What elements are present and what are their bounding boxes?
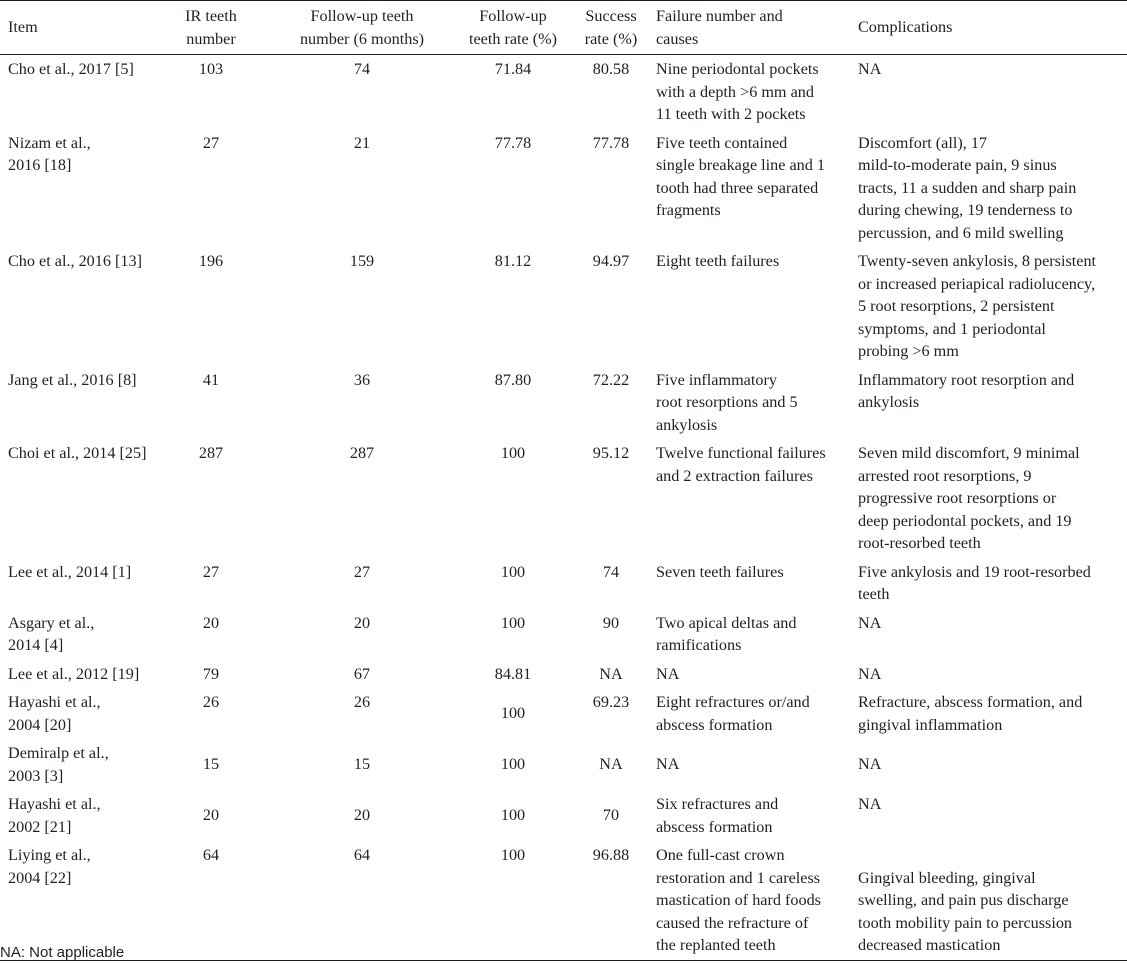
cell-success-rate: 94.97 — [592, 252, 630, 270]
table-row — [0, 790, 1127, 841]
table-row — [0, 688, 1127, 739]
cell-item: Demiralp et al., 2003 [3] — [8, 744, 109, 785]
cell-followup-rate: 100 — [500, 444, 526, 462]
table-body — [0, 55, 1127, 961]
cell-followup-rate: 81.12 — [494, 252, 532, 270]
table-row — [0, 558, 1127, 609]
cell-complications: Refracture, abscess formation, and gingival inflammation — [858, 693, 1083, 734]
footnote: NA: Not applicable — [0, 944, 125, 961]
header-followup-teeth-number: Follow-up teeth number (6 months) — [299, 7, 425, 48]
cell-item: Asgary et al., 2014 [4] — [8, 613, 95, 654]
cell-ir-teeth: 79 — [202, 664, 220, 683]
cell-item: Hayashi et al., 2002 [21] — [8, 795, 101, 836]
cell-followup-teeth: 15 — [353, 755, 371, 774]
cell-success-rate: 80.58 — [592, 60, 630, 78]
header-ir-teeth-number: IR teeth number — [185, 7, 237, 48]
cell-ir-teeth: 196 — [198, 252, 224, 270]
cell-followup-teeth: 20 — [353, 613, 371, 632]
cell-complications: Gingival bleeding, gingival swelling, and pain pus discharge tooth mobility pain to percussion decreased mastication — [858, 868, 1073, 954]
cell-followup-rate: 100 — [500, 755, 526, 774]
header-success-rate: Success rate (%) — [584, 7, 638, 48]
cell-complications: Twenty-seven ankylosis, 8 persistent or increased periapical radiolucency, 5 root resorptions, 2 persistent symptoms, and 1 periodontal probing >6 mm — [858, 252, 1097, 360]
cell-ir-teeth: 15 — [202, 755, 220, 774]
cell-followup-rate: 100 — [500, 704, 526, 723]
table-row — [0, 366, 1127, 440]
cell-success-rate: NA — [599, 755, 623, 774]
cell-failure-causes: One full-cast crown restoration and 1 careless mastication of hard foods caused the refracture of the replanted teeth — [656, 846, 821, 954]
cell-failure-causes: Two apical deltas and ramifications — [656, 613, 797, 654]
cell-followup-rate: 100 — [500, 806, 526, 825]
cell-failure-causes: Five inflammatory root resorptions and 5 ankylosis — [656, 370, 798, 434]
cell-ir-teeth: 64 — [202, 846, 220, 864]
header-followup-teeth-rate: Follow-up teeth rate (%) — [468, 7, 558, 48]
cell-failure-causes: NA — [656, 755, 680, 774]
table-row — [0, 247, 1127, 366]
cell-followup-teeth: 20 — [353, 806, 371, 825]
cell-item: Hayashi et al., 2004 [20] — [8, 693, 101, 734]
cell-failure-causes: Eight teeth failures — [656, 252, 780, 270]
cell-failure-causes: Five teeth contained single breakage line and 1 tooth had three separated fragments — [656, 133, 826, 219]
table-row — [0, 439, 1127, 558]
cell-followup-teeth: 26 — [353, 693, 371, 711]
cell-item: Liying et al., 2004 [22] — [8, 846, 91, 887]
cell-failure-causes: Seven teeth failures — [656, 562, 784, 581]
table-row — [0, 55, 1127, 129]
cell-followup-teeth: 21 — [353, 133, 371, 152]
cell-followup-teeth: 36 — [353, 370, 371, 389]
cell-failure-causes: Nine periodontal pockets with a depth >6 mm and 11 teeth with 2 pockets — [656, 60, 819, 123]
cell-ir-teeth: 20 — [202, 613, 220, 632]
cell-item: Choi et al., 2014 [25] — [8, 444, 147, 462]
cell-failure-causes: Six refractures and abscess formation — [656, 795, 779, 836]
table-row — [0, 129, 1127, 248]
cell-failure-causes: NA — [656, 664, 680, 683]
table-header — [0, 1, 1127, 55]
cell-followup-rate: 100 — [500, 613, 526, 632]
cell-followup-rate: 71.84 — [494, 60, 532, 78]
cell-success-rate: 77.78 — [592, 133, 630, 152]
cell-followup-teeth: 74 — [353, 60, 371, 78]
cell-complications: NA — [858, 60, 882, 78]
cell-followup-teeth: 27 — [353, 562, 371, 581]
cell-success-rate: 70 — [602, 806, 620, 825]
cell-success-rate: 69.23 — [592, 693, 630, 711]
cell-item: Cho et al., 2016 [13] — [8, 252, 142, 270]
cell-complications: NA — [858, 664, 882, 683]
table-row — [0, 660, 1127, 689]
cell-item: Lee et al., 2012 [19] — [8, 664, 140, 683]
cell-complications: Inflammatory root resorption and ankylosis — [858, 370, 1075, 411]
cell-failure-causes: Eight refractures or/and abscess formation — [656, 693, 810, 734]
cell-success-rate: 90 — [602, 613, 620, 632]
cell-complications: Seven mild discomfort, 9 minimal arrested root resorptions, 9 progressive root resorptions or deep periodontal pockets, and 19 root-resorbed teeth — [858, 444, 1080, 552]
cell-followup-rate: 100 — [500, 562, 526, 581]
cell-complications: NA — [858, 613, 882, 632]
cell-item: Lee et al., 2014 [1] — [8, 562, 132, 581]
cell-ir-teeth: 287 — [198, 444, 224, 462]
cell-failure-causes: Twelve functional failures and 2 extraction failures — [656, 444, 826, 485]
cell-complications: NA — [858, 795, 882, 813]
table-row — [0, 841, 1127, 960]
cell-item: Jang et al., 2016 [8] — [8, 370, 137, 389]
cell-followup-teeth: 287 — [349, 444, 375, 462]
cell-followup-rate: 87.80 — [494, 370, 532, 389]
cell-complications: Discomfort (all), 17 mild-to-moderate pain, 9 sinus tracts, 11 a sudden and sharp pain during chewing, 19 tenderness to percussion, and 6 mild swelling — [858, 133, 1077, 242]
cell-item: Cho et al., 2017 [5] — [8, 60, 134, 78]
header-complications: Complications — [858, 18, 953, 37]
cell-success-rate: NA — [599, 664, 623, 683]
cell-complications: NA — [858, 755, 882, 774]
cell-ir-teeth: 103 — [198, 60, 224, 78]
cell-item: Nizam et al., 2016 [18] — [8, 133, 91, 174]
header-failure-causes: Failure number and causes — [656, 7, 783, 48]
cell-success-rate: 74 — [602, 562, 620, 581]
cell-ir-teeth: 27 — [202, 133, 220, 152]
cell-success-rate: 96.88 — [592, 846, 630, 864]
table-row — [0, 609, 1127, 660]
cell-ir-teeth: 26 — [202, 693, 220, 711]
cell-ir-teeth: 27 — [202, 562, 220, 581]
cell-followup-rate: 100 — [500, 846, 526, 864]
cell-followup-teeth: 64 — [353, 846, 371, 864]
cell-complications: Five ankylosis and 19 root-resorbed teeth — [858, 562, 1091, 603]
cell-followup-teeth: 159 — [349, 252, 375, 270]
cell-ir-teeth: 20 — [202, 806, 220, 825]
header-item: Item — [8, 18, 38, 37]
cell-ir-teeth: 41 — [202, 370, 220, 389]
table-row — [0, 739, 1127, 790]
cell-success-rate: 72.22 — [592, 370, 630, 389]
cell-followup-rate: 84.81 — [494, 664, 532, 683]
cell-followup-teeth: 67 — [353, 664, 371, 683]
cell-followup-rate: 77.78 — [494, 133, 532, 152]
cell-success-rate: 95.12 — [592, 444, 630, 462]
